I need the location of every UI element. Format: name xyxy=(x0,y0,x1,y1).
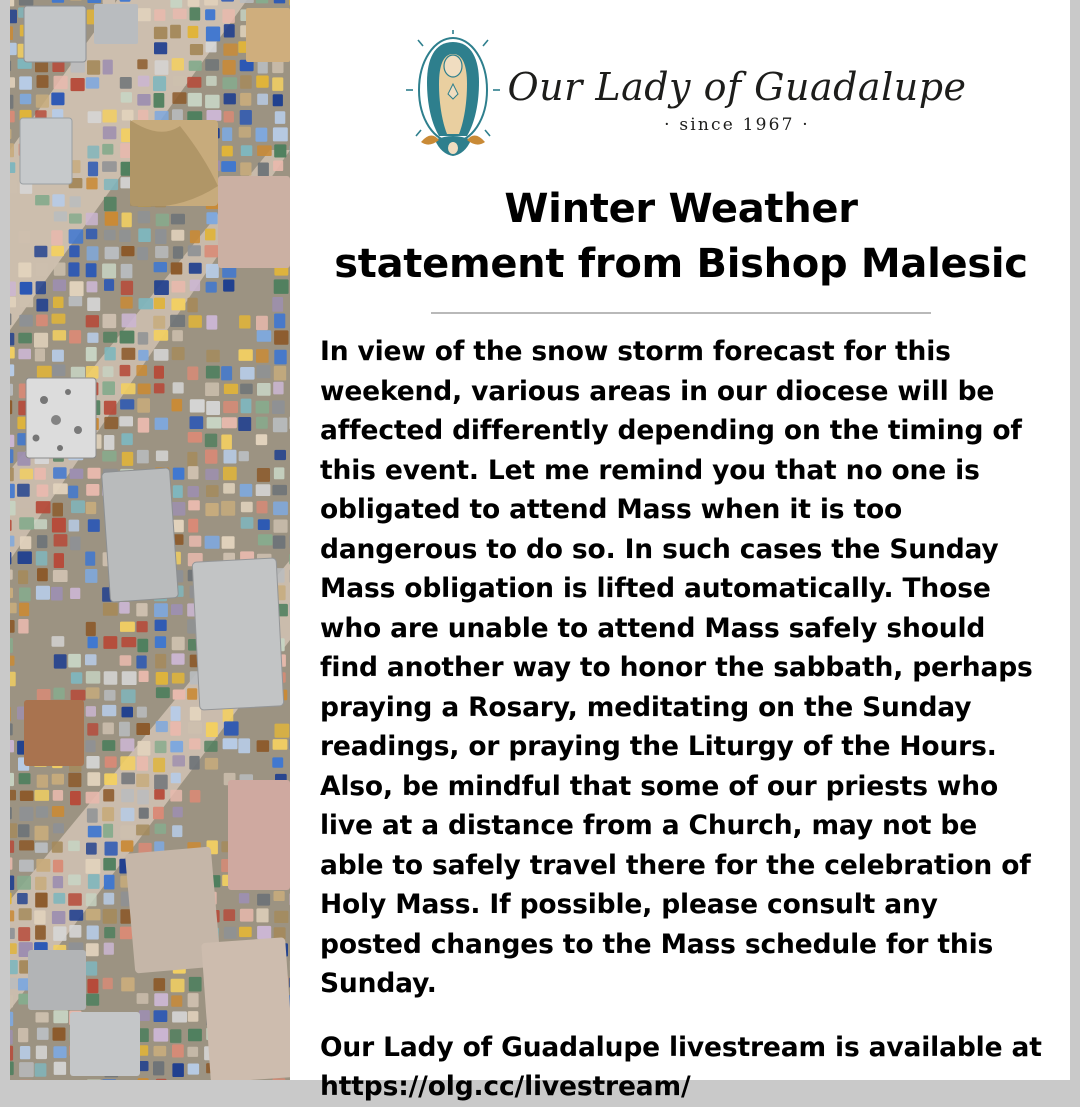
poster-card xyxy=(10,0,1070,1080)
guadalupe-figure-icon xyxy=(405,30,501,164)
wordmark-block xyxy=(507,60,966,135)
brand-established: · since 1967 · xyxy=(664,115,810,135)
headline-line-1: Winter Weather xyxy=(320,182,1042,237)
page-title xyxy=(320,182,1042,292)
brand-name: Our Lady of Guadalupe xyxy=(507,68,966,106)
our-lady-of-guadalupe-icon xyxy=(405,30,501,164)
headline-line-2: statement from Bishop Malesic xyxy=(320,237,1042,292)
statement-body xyxy=(320,332,1042,1106)
logo-lockup xyxy=(320,22,1042,172)
mosaic-artwork xyxy=(10,0,290,1080)
statement-paragraph-1: In view of the snow storm forecast for this weekend, various areas in our diocese will be affected differently depending on the timing of this event. Let me remind you that no one is obligated to attend Mass when it is too dangerous to do so. In such cases the Sunday Mass obligation is lifted automatically. Those who are unable to attend Mass safely should find another way to honor the sabbath, perhaps praying a Rosary, meditating on the Sunday readings, or praying the Liturgy of the Hours. Also, be mindful that some of our priests who live at a distance from a Church, may not be able to safely travel there for the celebration of Holy Mass. If possible, please consult any posted changes to the Mass schedule for this Sunday. xyxy=(320,332,1042,1003)
poster-content xyxy=(290,0,1070,1080)
divider xyxy=(431,312,931,314)
stone-mosaic-photo xyxy=(10,0,290,1080)
statement-paragraph-2: Our Lady of Guadalupe livestream is available at https://olg.cc/livestream/ xyxy=(320,1028,1042,1107)
